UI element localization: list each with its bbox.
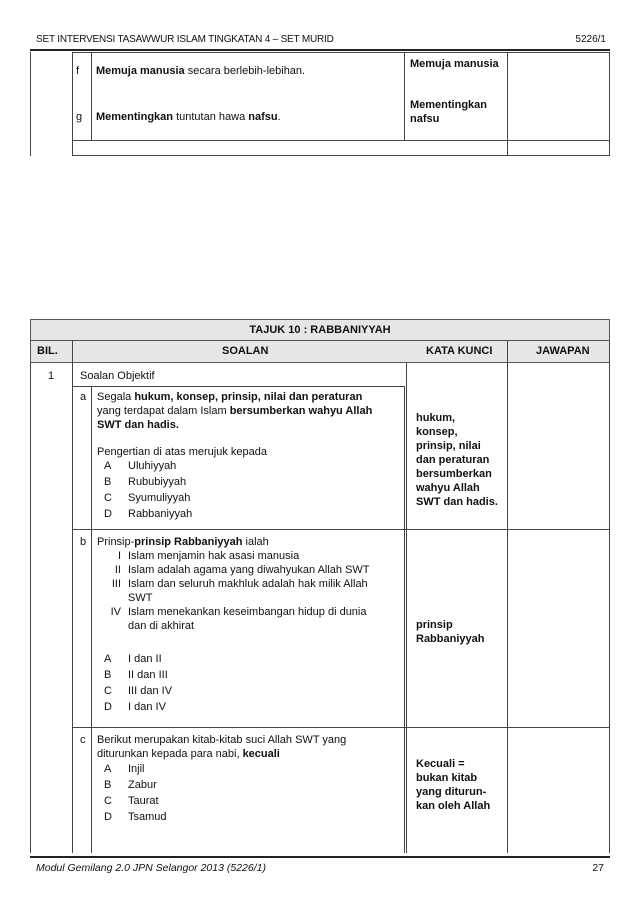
footer-rule [30,856,610,858]
bil-number: 1 [48,370,55,382]
question-b-statements: I Islam menjamin hak asasi manusia II Islam adalah agama yang diwahyukan Allah SWT III Islam dan seluruh makhluk adalah hak milik Allah SWT IV Islam menekankan keseimbangan hidup di dunia dan di akhirat [110,550,370,632]
question-a-line3: SWT dan hadis. [97,419,179,431]
question-c-option-b: B Zabur [104,779,157,791]
col-kata-kunci: KATA KUNCI [426,345,493,357]
page-number: 27 [592,862,604,874]
row-f-keyword: Memuja manusia [410,58,499,70]
row-f-letter: f [76,65,80,77]
question-a-line2: yang terdapat dalam Islam bersumberkan wahyu Allah [97,405,373,417]
footer-title: Modul Gemilang 2.0 JPN Selangor 2013 (5226/1) [36,862,266,874]
row-g-keyword: Mementingkan nafsu [410,99,488,125]
question-b-letter: b [80,536,87,548]
page-footer [36,862,604,874]
question-b-option-b: B II dan III [104,669,168,681]
row-g-text: Mementingkan tuntutan hawa nafsu. [96,111,281,123]
question-a-keyword: hukum, konsep, prinsip, nilai dan peraturan bersumberkan wahyu Allah SWT dan hadis. [416,412,498,508]
question-c-line1: Berikut merupakan kitab-kitab suci Allah SWT yang [97,734,347,746]
question-c-option-d: D Tsamud [104,811,167,823]
question-c-line2: diturunkan kepada para nabi, kecuali [97,748,280,760]
question-a-option-b: B Rububiyyah [104,476,187,488]
topic-title: TAJUK 10 : RABBANIYYAH [30,319,610,341]
col-bil: BIL. [37,345,58,357]
question-b-keyword: prinsip Rabbaniyyah [416,619,485,645]
col-jawapan: JAWAPAN [536,345,590,357]
col-soalan: SOALAN [222,345,269,357]
question-b-stem: Prinsip-prinsip Rabbaniyyah ialah [97,536,269,548]
previous-topic-table [30,52,610,156]
question-a-letter: a [80,391,87,403]
question-a-option-c: C Syumuliyyah [104,492,191,504]
question-a-option-d: D Rabbaniyyah [104,508,193,520]
question-a-stem: Pengertian di atas merujuk kepada [97,446,267,458]
question-c-keyword: Kecuali = bukan kitab yang diturun- kan oleh Allah [416,758,491,812]
question-a-line1: Segala hukum, konsep, prinsip, nilai dan peraturan [97,391,363,403]
page-header [30,34,610,48]
question-b-option-a: A I dan II [104,653,162,665]
section-label: Soalan Objektif [80,370,155,382]
question-b-option-d: D I dan IV [104,701,166,713]
header-title: SET INTERVENSI TASAWWUR ISLAM TINGKATAN 4 – SET MURID [36,34,334,45]
row-g-letter: g [76,111,83,123]
question-c-letter: c [80,734,86,746]
question-c-option-a: A Injil [104,763,145,775]
column-header-row [30,341,610,363]
header-code: 5226/1 [575,34,606,45]
question-c-option-c: C Taurat [104,795,159,807]
header-rule [30,49,610,51]
question-b-option-c: C III dan IV [104,685,173,697]
row-f-text: Memuja manusia secara berlebih-lebihan. [96,65,306,77]
question-a-option-a: A Uluhiyyah [104,460,177,472]
